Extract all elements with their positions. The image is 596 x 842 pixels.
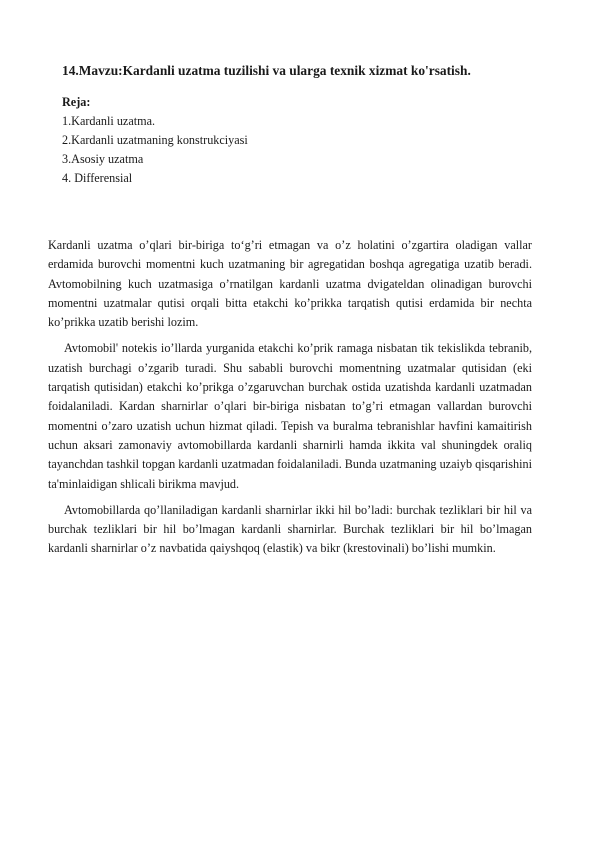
plan-heading: Reja: <box>62 95 91 109</box>
paragraph-2: Avtomobil' notekis io’llarda yurganida etakchi ko’prik ramaga nisbatan tik tekislikda tebranib, uzatish burchagi o’zgarib turadi. Shu sababli burovchi momentning uzatmalar qutisidan (eki tarqatish qutisidan) etakchi ko’prikga o’zgaruvchan burchak ostida uzatishda kardanli uzatmadan foidalaniladi. Kardan sharnirlar o’qlari bir-biriga nisbatan to’g’ri etmagan vallardan burovchi momentni o’zaro uzatish uchun hizmat qiladi. Tepish va buralma tebranishlar havfini kamaitirish uchun aksari zamonaviy avtomobillarda kardanli sharnirli hamda ikkita val shuningdek oraliq tayanchdan tashkil topgan kardanli uzatmadan foidalaniladi. Bunda uzatmaning uzaiyb qisqarishini ta'minlaidigan shlicali birikma mavjud. <box>48 341 532 491</box>
paragraph-3: Avtomobillarda qo’llaniladigan kardanli sharnirlar ikki hil bo’ladi: burchak tezliklari bir hil va burchak tezliklari bir hil bo’lmagan kardanli sharnirlar. Burchak tezliklari bir hil bo’lmagan kardanli sharnirlar o’z navbatida qaiyshqoq (elastik) va bikr (krestovinali) bo’lishi mumkin. <box>48 502 532 556</box>
body-text <box>48 236 532 566</box>
plan-item-2: 2.Kardanli uzatmaning konstrukciyasi <box>62 133 248 147</box>
plan-section <box>62 93 248 188</box>
document-title: 14.Mavzu:Kardanli uzatma tuzilishi va ularga texnik xizmat ko'rsatish. <box>62 63 471 78</box>
plan-item-3: 3.Asosiy uzatma <box>62 152 144 166</box>
plan-item-1: 1.Kardanli uzatma. <box>62 114 156 128</box>
plan-item-4: 4. Differensial <box>62 171 133 185</box>
paragraph-1: Kardanli uzatma o’qlari bir-biriga to‘g’ri etmagan va o’z holatini o’zgartira oladigan vallar erdamida burovchi momentni kuch uzatmaning bir agregatidan boshqa agregatiga uzatib beradi. Avtomobilning kuch uzatmasiga o’rnatilgan kardanli uzatma dvigateldan olinadigan burovchi momentni uzatmalar qutisi orqali bitta etakchi ko’prikka tarqatish qutisi erdamida bir nechta ko’prikka uzatib berishi lozim. <box>48 238 532 330</box>
